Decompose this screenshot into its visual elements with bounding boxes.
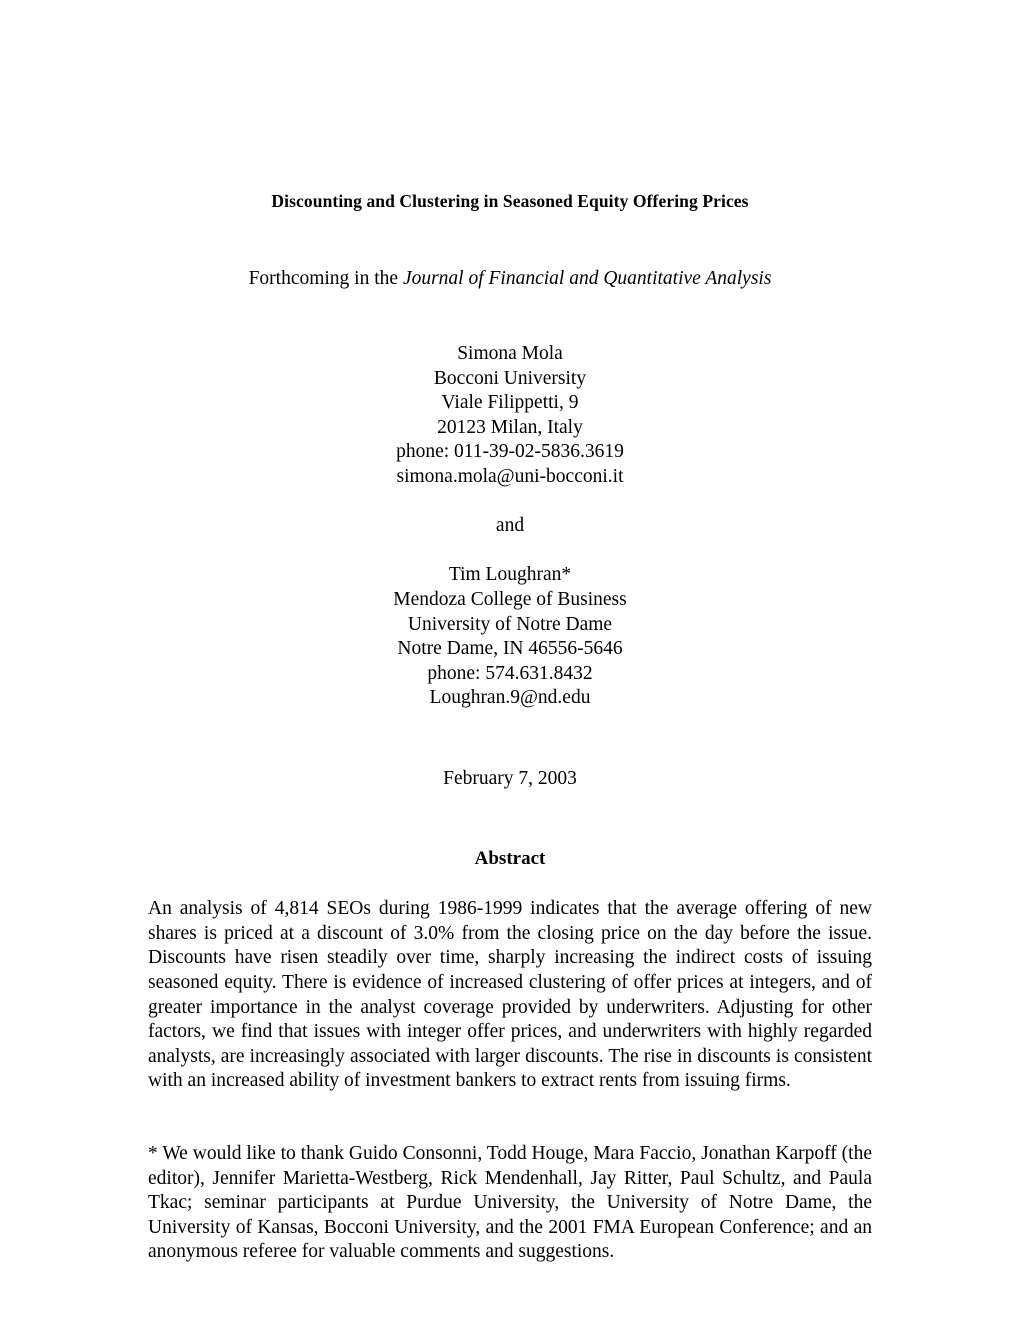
forthcoming-prefix: Forthcoming in the <box>248 267 403 289</box>
acknowledgments-footnote: * We would like to thank Guido Consonni, Todd Houge, Mara Faccio, Jonathan Karpoff (the editor), Jennifer Marietta-Westberg, Rick Mendenhall, Jay Ritter, Paul Schultz, and Paula Tkac; seminar participants at Purdue University, the University of Notre Dame, the University of Kansas, Bocconi University, and the 2001 FMA European Conference; and an anonymous referee for valuable comments and suggestions. <box>148 1142 872 1263</box>
author-affiliation: Bocconi University <box>433 367 587 389</box>
journal-name: Journal of Financial and Quantitative Analysis <box>402 267 772 289</box>
author-conjunction: and <box>495 515 525 537</box>
author-block-primary <box>148 342 872 490</box>
author-address-line-1: Viale Filippetti, 9 <box>441 392 579 414</box>
author-affiliation: Mendoza College of Business <box>393 589 627 611</box>
page-title: Discounting and Clustering in Seasoned Equity Offering Prices <box>271 191 749 211</box>
author-block-secondary <box>148 563 872 711</box>
author-email: simona.mola@uni-bocconi.it <box>396 466 624 488</box>
author-email: Loughran.9@nd.edu <box>429 687 591 709</box>
author-phone: phone: 574.631.8432 <box>427 662 593 684</box>
publication-status-line <box>148 266 872 291</box>
abstract-body: An analysis of 4,814 SEOs during 1986-1999 indicates that the average offering of new shares is priced at a discount of 3.0% from the closing price on the day before the issue. Discounts have risen steadily over time, sharply increasing the indirect costs of issuing seasoned equity. There is evidence of increased clustering of offer prices at integers, and of greater importance in the analyst coverage provided by underwriters. Adjusting for other factors, we find that issues with integer offer prices, and underwriters with highly regarded analysts, are increasingly associated with larger discounts. The rise in discounts is consistent with an increased ability of investment bankers to extract rents from issuing firms. <box>148 898 872 1092</box>
author-address-line-2: 20123 Milan, Italy <box>437 416 583 438</box>
author-name: Simona Mola <box>457 343 563 365</box>
author-name: Tim Loughran* <box>448 564 572 586</box>
author-address-line-1: University of Notre Dame <box>407 613 613 635</box>
abstract-heading: Abstract <box>474 847 546 869</box>
author-address-line-2: Notre Dame, IN 46556-5646 <box>397 638 623 660</box>
page-content <box>148 190 872 1265</box>
publication-date: February 7, 2003 <box>443 768 577 789</box>
author-phone: phone: 011-39-02-5836.3619 <box>396 441 624 463</box>
